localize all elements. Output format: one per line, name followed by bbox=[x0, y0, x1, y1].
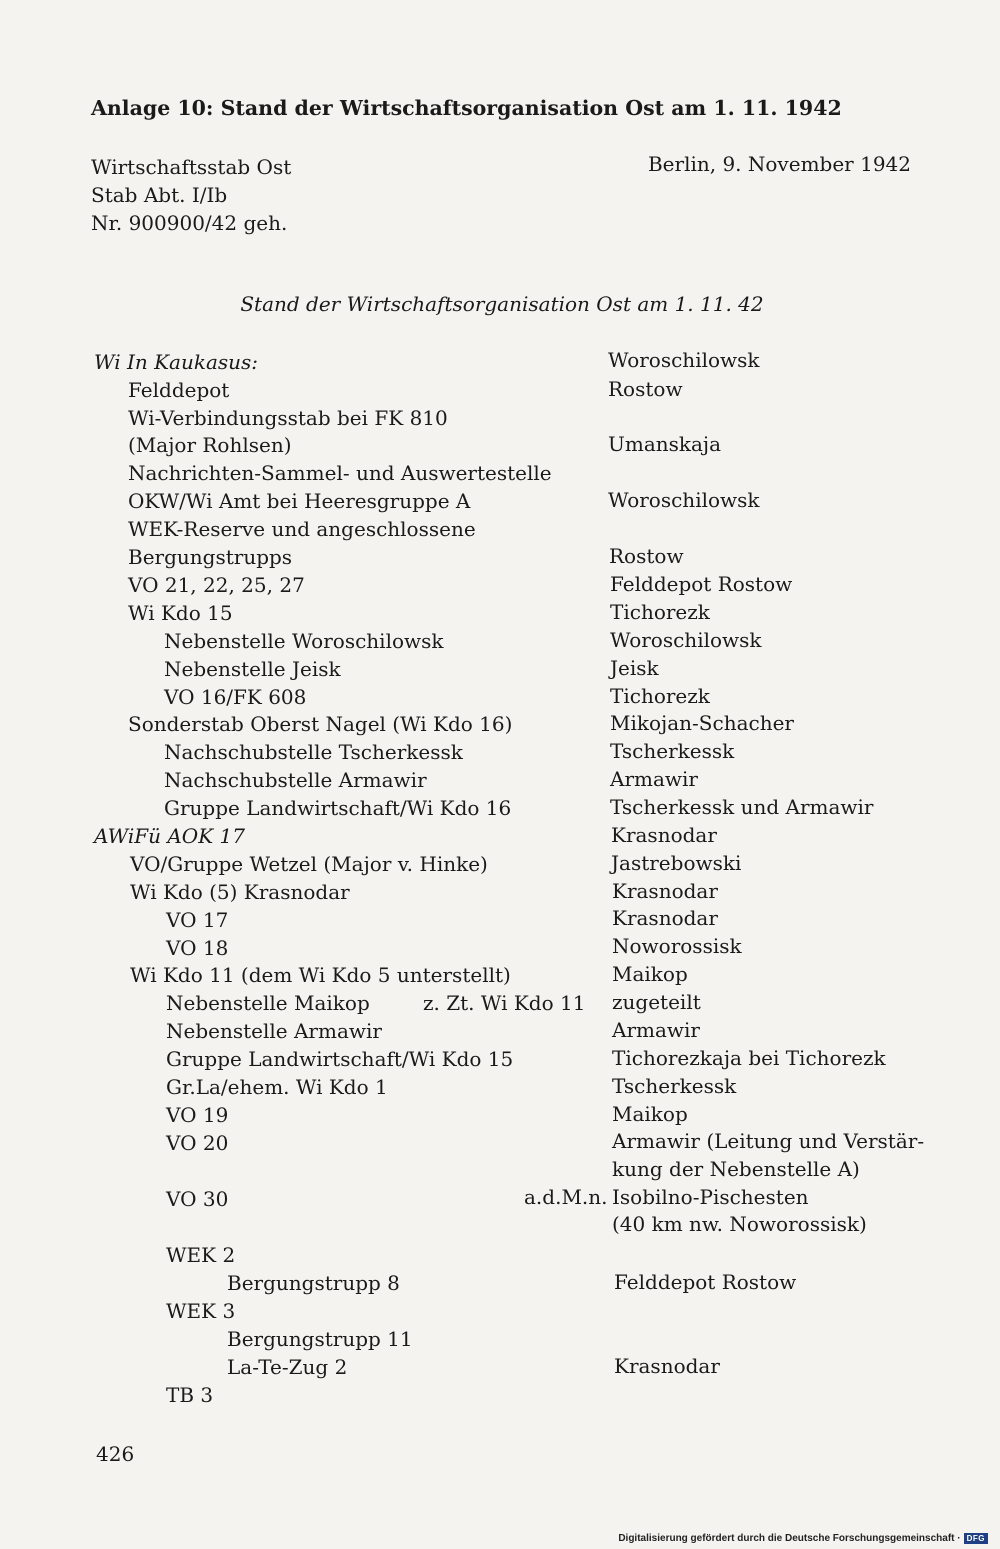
location-text: Tscherkessk bbox=[610, 739, 735, 763]
document-subtitle: Stand der Wirtschaftsorganisation Ost am 1. 11. 42 bbox=[240, 292, 764, 316]
list-item: VO 19 bbox=[166, 1103, 229, 1127]
list-item: VO/Gruppe Wetzel (Major v. Hinke) bbox=[130, 852, 488, 876]
list-item: (Major Rohlsen) bbox=[128, 433, 292, 457]
list-item: VO 30 bbox=[166, 1187, 229, 1211]
location-text: Krasnodar bbox=[612, 879, 718, 903]
list-item: Bergungstrupp 8 bbox=[227, 1271, 400, 1295]
location-text: Woroschilowsk bbox=[608, 348, 760, 372]
list-item: Wi Kdo (5) Krasnodar bbox=[130, 880, 350, 904]
department-line: Stab Abt. I/Ib bbox=[91, 183, 228, 207]
location-text: Jeisk bbox=[610, 656, 659, 680]
list-item: VO 18 bbox=[166, 936, 229, 960]
credit-text: Digitalisierung gefördert durch die Deutsche Forschungsgemeinschaft bbox=[618, 1533, 955, 1544]
location-text: Rostow bbox=[608, 377, 683, 401]
list-item: VO 17 bbox=[166, 908, 229, 932]
location-text: Woroschilowsk bbox=[610, 628, 762, 652]
location-text: kung der Nebenstelle A) bbox=[612, 1157, 860, 1181]
list-item: WEK-Reserve und angeschlossene bbox=[128, 517, 476, 541]
list-item: Nebenstelle Woroschilowsk bbox=[164, 629, 444, 653]
document-date: Berlin, 9. November 1942 bbox=[647, 152, 911, 176]
location-text: Rostow bbox=[609, 544, 684, 568]
separator: · bbox=[954, 1533, 961, 1544]
list-item: Nachschubstelle Tscherkessk bbox=[164, 740, 463, 764]
reference-number-line: Nr. 900900/42 geh. bbox=[91, 211, 288, 235]
section-heading: AWiFü AOK 17 bbox=[94, 824, 245, 848]
location-text: Felddepot Rostow bbox=[614, 1270, 797, 1294]
list-item: VO 20 bbox=[166, 1131, 229, 1155]
location-text: Tichorezk bbox=[610, 684, 710, 708]
note-text: z. Zt. Wi Kdo 11 bbox=[423, 991, 586, 1015]
location-text: Noworossisk bbox=[612, 934, 742, 958]
list-item: Nachschubstelle Armawir bbox=[164, 768, 427, 792]
location-text: Maikop bbox=[612, 1102, 688, 1126]
list-item: Gruppe Landwirtschaft/Wi Kdo 15 bbox=[166, 1047, 514, 1071]
list-item: Gruppe Landwirtschaft/Wi Kdo 16 bbox=[164, 796, 512, 820]
list-item: WEK 2 bbox=[166, 1243, 236, 1267]
list-item: Sonderstab Oberst Nagel (Wi Kdo 16) bbox=[128, 712, 513, 736]
list-item: Nebenstelle Armawir bbox=[166, 1019, 382, 1043]
location-text: Krasnodar bbox=[614, 1354, 720, 1378]
note-text: a.d.M.n. bbox=[524, 1185, 608, 1209]
location-text: Umanskaja bbox=[608, 432, 722, 456]
list-item: Bergungstrupp 11 bbox=[227, 1327, 413, 1351]
section-heading: Wi In Kaukasus: bbox=[94, 350, 259, 374]
location-text: Mikojan-Schacher bbox=[610, 711, 794, 735]
list-item: Wi Kdo 11 (dem Wi Kdo 5 unterstellt) bbox=[130, 963, 511, 987]
location-text: zugeteilt bbox=[612, 990, 701, 1014]
list-item: Nebenstelle Jeisk bbox=[164, 657, 341, 681]
location-text: Armawir bbox=[612, 1018, 700, 1042]
location-text: Armawir (Leitung und Verstär- bbox=[612, 1129, 925, 1153]
location-text: (40 km nw. Noworossisk) bbox=[612, 1212, 867, 1236]
list-item: Gr.La/ehem. Wi Kdo 1 bbox=[166, 1075, 388, 1099]
list-item: VO 16/FK 608 bbox=[164, 685, 307, 709]
page-number: 426 bbox=[96, 1442, 135, 1466]
list-item: Wi-Verbindungsstab bei FK 810 bbox=[128, 406, 448, 430]
list-item: WEK 3 bbox=[166, 1299, 236, 1323]
location-text: Felddepot Rostow bbox=[610, 572, 793, 596]
list-item: VO 21, 22, 25, 27 bbox=[128, 573, 305, 597]
list-item: Nebenstelle Maikop bbox=[166, 991, 370, 1015]
list-item: La-Te-Zug 2 bbox=[227, 1355, 348, 1379]
list-item: Bergungstrupps bbox=[128, 545, 293, 569]
location-text: Tscherkessk und Armawir bbox=[610, 795, 874, 819]
location-text: Isobilno-Pischesten bbox=[612, 1185, 809, 1209]
issuer-line: Wirtschaftsstab Ost bbox=[91, 155, 292, 179]
location-text: Tichorezkaja bei Tichorezk bbox=[612, 1046, 886, 1070]
list-item: OKW/Wi Amt bei Heeresgruppe A bbox=[128, 489, 471, 513]
list-item: Nachrichten-Sammel- und Auswertestelle bbox=[128, 461, 552, 485]
location-text: Tscherkessk bbox=[612, 1074, 737, 1098]
location-text: Woroschilowsk bbox=[608, 488, 760, 512]
list-item: TB 3 bbox=[166, 1383, 214, 1407]
location-text: Armawir bbox=[610, 767, 698, 791]
location-text: Maikop bbox=[612, 962, 688, 986]
location-text: Krasnodar bbox=[612, 906, 718, 930]
digitization-credit bbox=[618, 1533, 988, 1544]
location-text: Jastrebowski bbox=[611, 851, 742, 875]
location-text: Krasnodar bbox=[611, 823, 717, 847]
dfg-logo-icon: DFG bbox=[964, 1533, 988, 1544]
page-title: Anlage 10: Stand der Wirtschaftsorganisation Ost am 1. 11. 1942 bbox=[91, 96, 842, 120]
list-item: Felddepot bbox=[128, 378, 230, 402]
location-text: Tichorezk bbox=[610, 600, 710, 624]
list-item: Wi Kdo 15 bbox=[128, 601, 233, 625]
